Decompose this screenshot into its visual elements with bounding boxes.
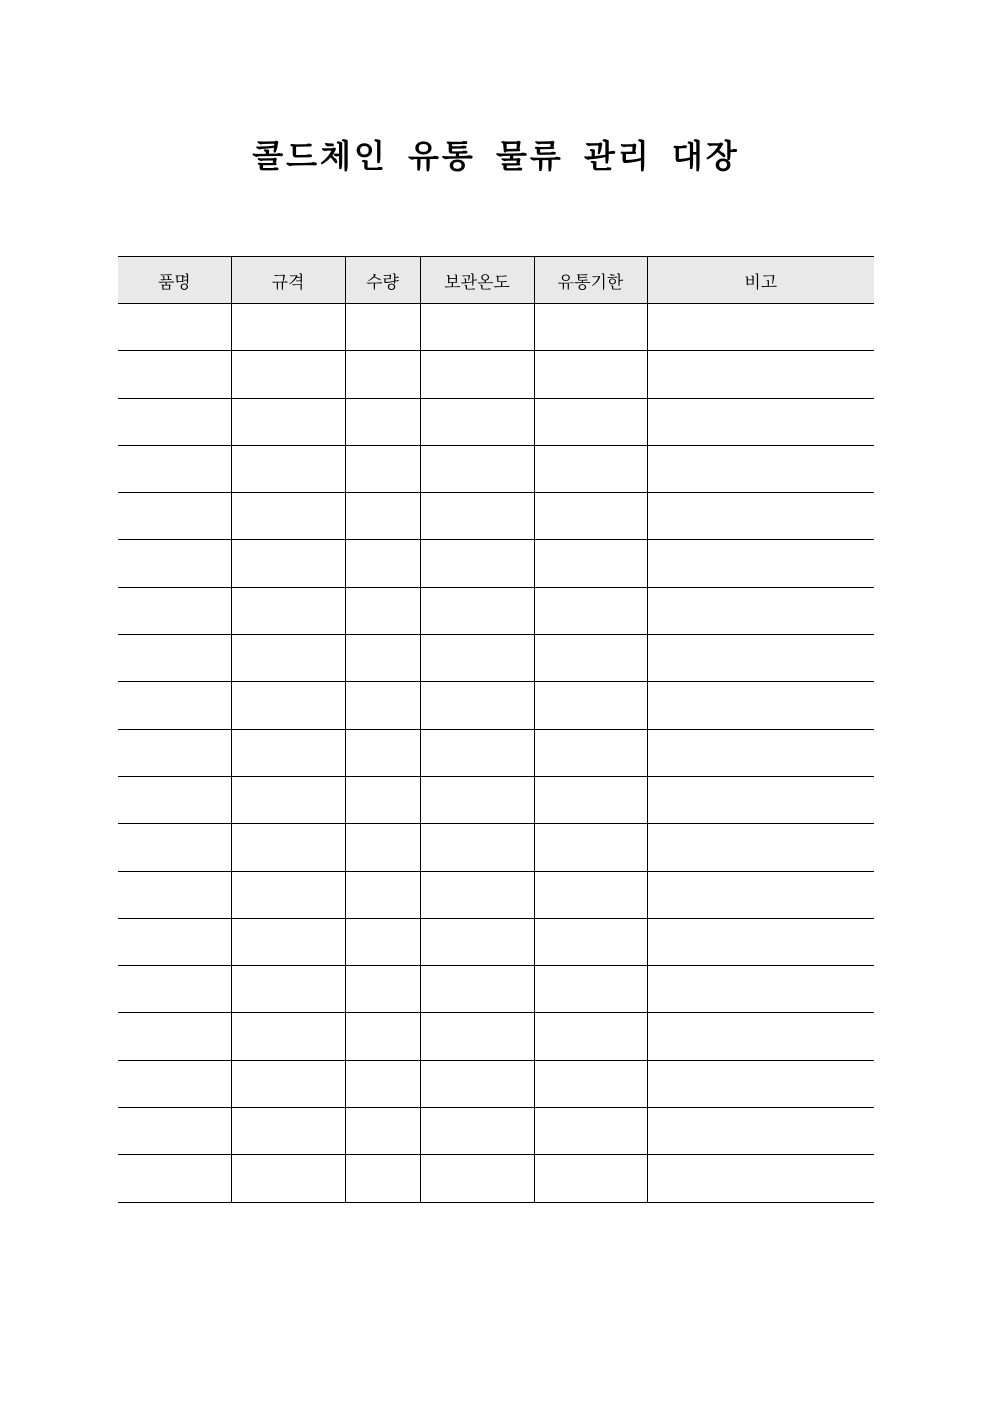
cell-quantity[interactable] [345, 871, 420, 918]
cell-expiry-date[interactable] [534, 729, 647, 776]
cell-quantity[interactable] [345, 776, 420, 823]
cell-storage-temperature[interactable] [420, 540, 534, 587]
cell-quantity[interactable] [345, 635, 420, 682]
table-row [118, 966, 874, 1013]
cell-remarks[interactable] [647, 824, 874, 871]
cell-storage-temperature[interactable] [420, 1013, 534, 1060]
cell-remarks[interactable] [647, 304, 874, 351]
cell-item-name[interactable] [118, 445, 231, 492]
header-item-name: 품명 [118, 257, 231, 304]
cell-expiry-date[interactable] [534, 824, 647, 871]
cell-storage-temperature[interactable] [420, 304, 534, 351]
table-row [118, 682, 874, 729]
cell-storage-temperature[interactable] [420, 398, 534, 445]
table-row [118, 398, 874, 445]
cell-item-name[interactable] [118, 1013, 231, 1060]
cell-item-name[interactable] [118, 587, 231, 634]
table-row [118, 351, 874, 398]
cell-remarks[interactable] [647, 445, 874, 492]
table-row [118, 1108, 874, 1155]
cell-spec[interactable] [231, 1155, 345, 1202]
cell-expiry-date[interactable] [534, 918, 647, 965]
cell-storage-temperature[interactable] [420, 1155, 534, 1202]
cell-spec[interactable] [231, 540, 345, 587]
cell-remarks[interactable] [647, 918, 874, 965]
cell-quantity[interactable] [345, 729, 420, 776]
cell-quantity[interactable] [345, 398, 420, 445]
header-storage-temperature: 보관온도 [420, 257, 534, 304]
cell-item-name[interactable] [118, 824, 231, 871]
cell-storage-temperature[interactable] [420, 1060, 534, 1107]
cell-spec[interactable] [231, 493, 345, 540]
cell-remarks[interactable] [647, 1155, 874, 1202]
cell-storage-temperature[interactable] [420, 918, 534, 965]
cell-spec[interactable] [231, 776, 345, 823]
cell-remarks[interactable] [647, 1108, 874, 1155]
cell-storage-temperature[interactable] [420, 729, 534, 776]
cell-remarks[interactable] [647, 351, 874, 398]
cell-expiry-date[interactable] [534, 398, 647, 445]
cell-item-name[interactable] [118, 351, 231, 398]
table-row [118, 776, 874, 823]
cell-remarks[interactable] [647, 682, 874, 729]
cell-item-name[interactable] [118, 966, 231, 1013]
table-row [118, 729, 874, 776]
cell-item-name[interactable] [118, 398, 231, 445]
cell-quantity[interactable] [345, 493, 420, 540]
cell-spec[interactable] [231, 871, 345, 918]
cell-spec[interactable] [231, 682, 345, 729]
cell-storage-temperature[interactable] [420, 493, 534, 540]
cell-quantity[interactable] [345, 1060, 420, 1107]
cell-item-name[interactable] [118, 776, 231, 823]
cell-quantity[interactable] [345, 445, 420, 492]
table-row [118, 304, 874, 351]
cell-expiry-date[interactable] [534, 493, 647, 540]
cell-storage-temperature[interactable] [420, 1108, 534, 1155]
table-row [118, 824, 874, 871]
cell-spec[interactable] [231, 1013, 345, 1060]
cell-expiry-date[interactable] [534, 540, 647, 587]
page-title: 콜드체인 유통 물류 관리 대장 [252, 137, 740, 175]
table-row [118, 493, 874, 540]
cell-item-name[interactable] [118, 304, 231, 351]
cell-item-name[interactable] [118, 871, 231, 918]
cell-expiry-date[interactable] [534, 966, 647, 1013]
table-row [118, 871, 874, 918]
cell-spec[interactable] [231, 729, 345, 776]
cell-storage-temperature[interactable] [420, 682, 534, 729]
cell-quantity[interactable] [345, 918, 420, 965]
cell-storage-temperature[interactable] [420, 966, 534, 1013]
cell-remarks[interactable] [647, 493, 874, 540]
cell-quantity[interactable] [345, 587, 420, 634]
cell-item-name[interactable] [118, 493, 231, 540]
cell-storage-temperature[interactable] [420, 776, 534, 823]
cell-item-name[interactable] [118, 918, 231, 965]
cell-spec[interactable] [231, 587, 345, 634]
cell-item-name[interactable] [118, 1060, 231, 1107]
cell-quantity[interactable] [345, 682, 420, 729]
table-row [118, 635, 874, 682]
cell-remarks[interactable] [647, 1060, 874, 1107]
table-row [118, 445, 874, 492]
cell-remarks[interactable] [647, 966, 874, 1013]
cell-remarks[interactable] [647, 587, 874, 634]
cell-spec[interactable] [231, 351, 345, 398]
cell-item-name[interactable] [118, 540, 231, 587]
cell-expiry-date[interactable] [534, 1013, 647, 1060]
cell-expiry-date[interactable] [534, 445, 647, 492]
cell-remarks[interactable] [647, 729, 874, 776]
cell-expiry-date[interactable] [534, 682, 647, 729]
cell-storage-temperature[interactable] [420, 587, 534, 634]
cell-remarks[interactable] [647, 398, 874, 445]
cell-expiry-date[interactable] [534, 871, 647, 918]
cell-item-name[interactable] [118, 1108, 231, 1155]
cell-storage-temperature[interactable] [420, 635, 534, 682]
cell-spec[interactable] [231, 398, 345, 445]
cell-spec[interactable] [231, 1060, 345, 1107]
table-row [118, 1013, 874, 1060]
cell-item-name[interactable] [118, 1155, 231, 1202]
cell-expiry-date[interactable] [534, 351, 647, 398]
cell-spec[interactable] [231, 1108, 345, 1155]
cell-spec[interactable] [231, 304, 345, 351]
header-expiry-date: 유통기한 [534, 257, 647, 304]
cell-storage-temperature[interactable] [420, 824, 534, 871]
header-remarks: 비고 [647, 257, 874, 304]
ledger-table [118, 256, 874, 1203]
table-row [118, 540, 874, 587]
cell-remarks[interactable] [647, 1013, 874, 1060]
cell-quantity[interactable] [345, 304, 420, 351]
cell-expiry-date[interactable] [534, 776, 647, 823]
cell-remarks[interactable] [647, 540, 874, 587]
cell-quantity[interactable] [345, 1155, 420, 1202]
cell-remarks[interactable] [647, 635, 874, 682]
cell-spec[interactable] [231, 635, 345, 682]
table-row [118, 918, 874, 965]
table-header-row [118, 257, 874, 304]
table-row [118, 1155, 874, 1202]
cell-quantity[interactable] [345, 966, 420, 1013]
header-quantity: 수량 [345, 257, 420, 304]
cell-expiry-date[interactable] [534, 635, 647, 682]
header-spec: 규격 [231, 257, 345, 304]
cell-remarks[interactable] [647, 871, 874, 918]
cell-spec[interactable] [231, 824, 345, 871]
cell-item-name[interactable] [118, 682, 231, 729]
cell-quantity[interactable] [345, 1013, 420, 1060]
cell-storage-temperature[interactable] [420, 351, 534, 398]
cell-item-name[interactable] [118, 729, 231, 776]
cell-spec[interactable] [231, 918, 345, 965]
cell-quantity[interactable] [345, 351, 420, 398]
table-body [118, 304, 874, 1203]
cell-expiry-date[interactable] [534, 587, 647, 634]
cell-expiry-date[interactable] [534, 1108, 647, 1155]
cell-spec[interactable] [231, 966, 345, 1013]
cell-expiry-date[interactable] [534, 1155, 647, 1202]
cell-storage-temperature[interactable] [420, 445, 534, 492]
table-row [118, 587, 874, 634]
cell-remarks[interactable] [647, 776, 874, 823]
cell-expiry-date[interactable] [534, 304, 647, 351]
cell-quantity[interactable] [345, 540, 420, 587]
table-row [118, 1060, 874, 1107]
cell-storage-temperature[interactable] [420, 871, 534, 918]
cell-quantity[interactable] [345, 824, 420, 871]
cell-spec[interactable] [231, 445, 345, 492]
cell-expiry-date[interactable] [534, 1060, 647, 1107]
cell-quantity[interactable] [345, 1108, 420, 1155]
cell-item-name[interactable] [118, 635, 231, 682]
